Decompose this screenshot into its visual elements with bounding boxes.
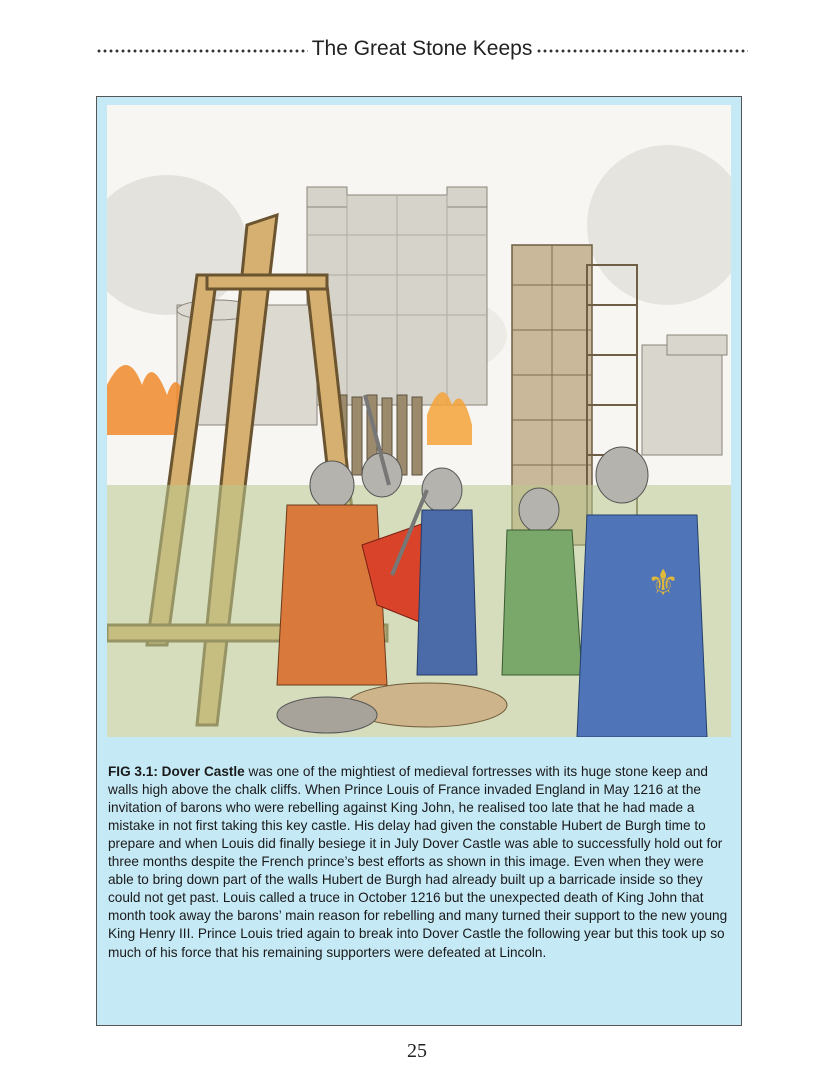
dover-castle-siege-drawing [107,105,731,737]
siege-illustration [107,105,731,737]
header-dot-leader-left [96,49,308,53]
caption-body: was one of the mightiest of medieval fortresses with its huge stone keep and walls high above the chalk cliffs. When Prince Louis of France invaded England in May 1216 at the invitation of barons who were rebelling against King John, he realised too late that he had made a mistake in not first taking this key castle. His delay had given the constable Hubert de Burgh time to prepare and when Louis did finally besiege it in July Dover Castle was able to successfully hold out for three months despite the French prince’s best efforts as shown in this image. Even when they were able to bring down part of the walls Hubert de Burgh had already built up a barricade inside so they could not get past. Louis called a truce in October 1216 but the unexpected death of King John that month took away the barons’ main reason for rebelling and many turned their support to the new young King Henry III. Prince Louis tried again to break into Dover Castle the following year but this took up so much of his force that his remaining supporters were defeated at Lincoln. [108,763,728,960]
header-dot-leader-right [536,49,748,53]
running-header [96,34,748,64]
header-title: The Great Stone Keeps [311,37,533,60]
svg-text:⚜: ⚜ [647,563,680,604]
caption-label: FIG 3.1: Dover Castle [108,763,245,779]
figure-caption [108,763,730,962]
figure-box [96,96,742,1026]
page-number: 25 [407,1040,427,1062]
